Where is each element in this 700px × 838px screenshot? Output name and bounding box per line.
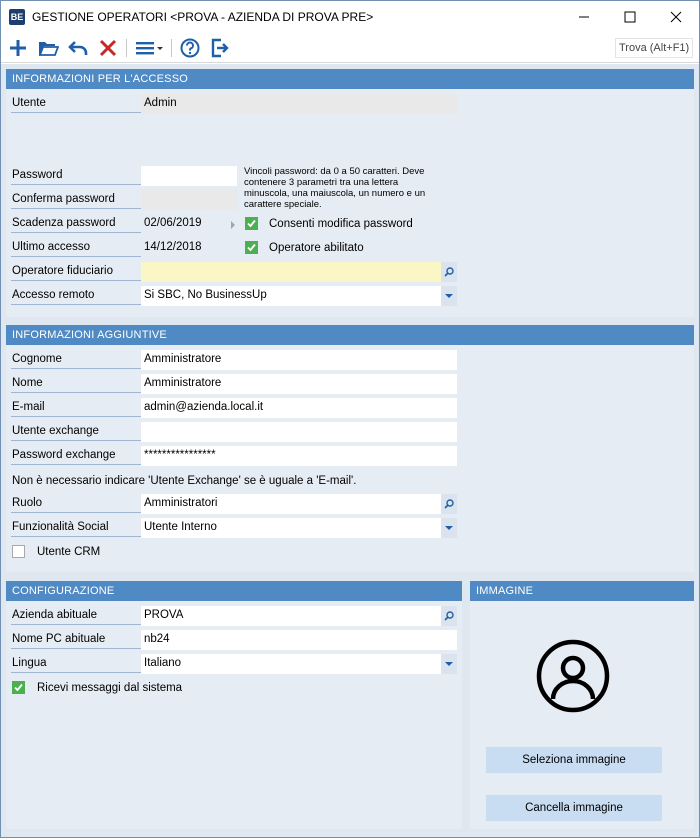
exchange-user-label: Utente exchange [11, 425, 142, 441]
image-panel-header: IMMAGINE [470, 581, 694, 601]
toolbar-separator [126, 39, 127, 57]
exchange-note: Non è necessario indicare 'Utente Exchange' se è uguale a 'E-mail'. [12, 475, 357, 487]
configuration-panel-header: CONFIGURAZIONE [6, 581, 462, 601]
confirm-password-input [141, 190, 237, 210]
operator-enabled-label: Operatore abilitato [269, 242, 364, 254]
surname-input[interactable]: Amministratore [141, 350, 457, 370]
user-field: Admin [141, 94, 457, 114]
trustee-operator-label: Operatore fiduciario [11, 265, 142, 281]
content-area [1, 64, 699, 837]
expand-arrow-icon [231, 221, 235, 229]
usual-company-label: Azienda abituale [11, 609, 142, 625]
help-icon [179, 37, 201, 59]
trustee-operator-input[interactable] [141, 262, 441, 282]
language-dropdown-button[interactable] [441, 654, 457, 674]
usual-pc-input[interactable]: nb24 [141, 630, 457, 650]
role-input[interactable]: Amministratori [141, 494, 441, 514]
user-label: Utente [11, 97, 142, 113]
exchange-password-input[interactable]: **************** [141, 446, 457, 466]
usual-pc-label: Nome PC abituale [11, 633, 142, 649]
checkmark-icon [246, 218, 257, 229]
system-messages-checkbox[interactable] [12, 681, 25, 694]
confirm-password-label: Conferma password [11, 193, 142, 209]
password-expiry-label: Scadenza password [11, 217, 142, 233]
remote-access-label: Accesso remoto [11, 289, 142, 305]
app-icon: BE [9, 9, 25, 25]
allow-password-change-label: Consenti modifica password [269, 218, 413, 230]
social-features-select[interactable]: Utente Interno [141, 518, 441, 538]
search-input[interactable]: Trova (Alt+F1) [615, 38, 693, 58]
minimize-button[interactable] [561, 1, 607, 33]
open-folder-icon [37, 37, 59, 59]
social-features-dropdown-button[interactable] [441, 518, 457, 538]
menu-icon [134, 37, 166, 59]
exchange-password-label: Password exchange [11, 449, 142, 465]
window-title: GESTIONE OPERATORI <PROVA - AZIENDA DI PROVA PRE> [32, 10, 374, 24]
system-messages-label: Ricevi messaggi dal sistema [37, 682, 183, 694]
password-hint: Vincoli password: da 0 a 50 caratteri. Deve contenere 3 parametri tra una lettera minuscola, una maiuscola, un numero e un carattere speciale. [244, 166, 426, 210]
delete-icon [97, 37, 119, 59]
language-label: Lingua [11, 657, 142, 673]
search-icon [444, 267, 454, 277]
last-access-value: 14/12/2018 [141, 238, 237, 258]
close-icon [670, 11, 682, 23]
password-input[interactable] [141, 166, 237, 186]
crm-user-label: Utente CRM [37, 546, 101, 558]
exit-icon [209, 37, 231, 59]
exit-button[interactable] [209, 37, 231, 59]
help-button[interactable] [179, 37, 201, 59]
user-avatar-icon [536, 639, 610, 713]
close-button[interactable] [653, 1, 699, 33]
configuration-panel [6, 581, 462, 829]
company-search-button[interactable] [441, 606, 457, 626]
clear-image-button[interactable]: Cancella immagine [486, 795, 662, 821]
name-input[interactable]: Amministratore [141, 374, 457, 394]
email-input[interactable]: admin@azienda.local.it [141, 398, 457, 418]
toolbar-separator [171, 39, 172, 57]
last-access-label: Ultimo accesso [11, 241, 142, 257]
maximize-button[interactable] [607, 1, 653, 33]
title-bar [1, 1, 699, 33]
role-search-button[interactable] [441, 494, 457, 514]
image-panel [470, 581, 694, 829]
crm-user-checkbox[interactable] [12, 545, 25, 558]
maximize-icon [624, 11, 636, 23]
access-panel [6, 69, 694, 317]
select-image-button[interactable]: Seleziona immagine [486, 747, 662, 773]
chevron-down-icon [444, 291, 454, 301]
access-panel-header: INFORMAZIONI PER L'ACCESSO [6, 69, 694, 89]
role-label: Ruolo [11, 497, 142, 513]
email-label: E-mail [11, 401, 142, 417]
language-select[interactable]: Italiano [141, 654, 441, 674]
open-button[interactable] [37, 37, 59, 59]
menu-button[interactable] [134, 37, 166, 59]
remote-access-dropdown-button[interactable] [441, 286, 457, 306]
additional-info-panel [6, 325, 694, 572]
search-icon [444, 499, 454, 509]
operator-enabled-checkbox[interactable] [245, 241, 258, 254]
additional-info-panel-header: INFORMAZIONI AGGIUNTIVE [6, 325, 694, 345]
surname-label: Cognome [11, 353, 142, 369]
checkmark-icon [246, 242, 257, 253]
exchange-user-input[interactable] [141, 422, 457, 442]
password-expiry-value: 02/06/2019 [141, 214, 237, 234]
delete-button[interactable] [97, 37, 119, 59]
name-label: Nome [11, 377, 142, 393]
usual-company-input[interactable]: PROVA [141, 606, 441, 626]
checkmark-icon [13, 682, 24, 693]
chevron-down-icon [444, 523, 454, 533]
add-button[interactable] [7, 37, 29, 59]
remote-access-select[interactable]: Si SBC, No BusinessUp [141, 286, 441, 306]
social-features-label: Funzionalità Social [11, 521, 142, 537]
minimize-icon [578, 11, 590, 23]
allow-password-change-checkbox[interactable] [245, 217, 258, 230]
toolbar [1, 33, 699, 63]
password-label: Password [11, 169, 142, 185]
undo-button[interactable] [67, 37, 89, 59]
chevron-down-icon [444, 659, 454, 669]
trustee-search-button[interactable] [441, 262, 457, 282]
search-icon [444, 611, 454, 621]
add-icon [7, 37, 29, 59]
undo-icon [67, 37, 89, 59]
